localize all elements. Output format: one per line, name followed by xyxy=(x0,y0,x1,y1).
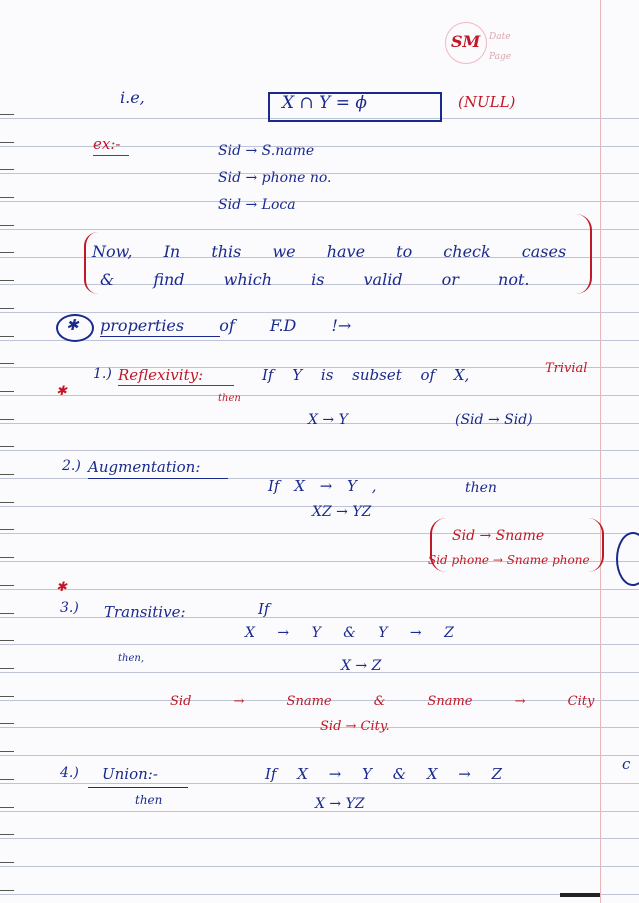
p2-example-1: Sid → Sname xyxy=(452,528,545,544)
p4-name: Union:- xyxy=(102,765,158,783)
now-bracket-left xyxy=(84,232,100,294)
p2-number: 2.) xyxy=(62,458,81,474)
ex-line-2: Sid → phone no. xyxy=(218,170,332,186)
ruled-line xyxy=(0,755,639,756)
star-mark: ✱ xyxy=(66,316,79,334)
edge-circle xyxy=(616,532,639,586)
margin-tick xyxy=(0,308,14,309)
margin-tick xyxy=(0,696,14,697)
logo-mark: SM xyxy=(451,32,481,51)
ie-text: i.e, xyxy=(120,88,145,107)
margin-tick xyxy=(0,668,14,669)
notebook-logo xyxy=(445,12,545,72)
margin-tick xyxy=(0,557,14,558)
p2-name: Augmentation: xyxy=(88,458,201,476)
ruled-line xyxy=(0,783,639,784)
p3-star: ✱ xyxy=(56,580,67,595)
ruled-line xyxy=(0,395,639,396)
properties-title: properties of F.D !→ xyxy=(100,316,352,335)
ruled-line xyxy=(0,866,639,867)
margin-tick xyxy=(0,751,14,752)
p3-example-1: Sid → Sname & Sname → City xyxy=(170,694,595,709)
ruled-line xyxy=(0,617,639,618)
p4-condition: If X → Y & X → Z xyxy=(265,765,503,783)
p3-rule: X → Z xyxy=(341,658,382,674)
margin-tick xyxy=(0,640,14,641)
p4-then: then xyxy=(135,793,163,807)
logo-page: Page xyxy=(489,52,512,62)
p1-condition: If Y is subset of X, xyxy=(262,366,470,384)
ex-underline xyxy=(93,155,129,156)
p2-name-underline xyxy=(88,478,228,479)
ruled-line xyxy=(0,450,639,451)
p2-condition: If X → Y , xyxy=(268,477,377,495)
p3-if: If xyxy=(258,600,270,618)
now-bracket-right xyxy=(576,214,592,294)
p4-number: 4.) xyxy=(60,765,79,781)
margin-tick xyxy=(0,862,14,863)
margin-tick xyxy=(0,280,14,281)
margin-tick xyxy=(0,336,14,337)
p3-example-2: Sid → City. xyxy=(320,719,390,734)
ruled-line xyxy=(0,672,639,673)
ex-label: ex:- xyxy=(93,135,121,153)
formula-text: X ∩ Y = ϕ xyxy=(282,93,368,113)
ex-line-3: Sid → Loca xyxy=(218,197,296,213)
now-line-1: Now, In this we have to check cases xyxy=(92,242,567,261)
margin-tick xyxy=(0,197,14,198)
ruled-line xyxy=(0,644,639,645)
margin-tick xyxy=(0,890,14,891)
p1-number: 1.) xyxy=(93,366,112,382)
null-text: (NULL) xyxy=(458,93,516,111)
p3-name: Transitive: xyxy=(104,603,186,621)
p2-then: then xyxy=(465,480,497,496)
margin-tick xyxy=(0,391,14,392)
p1-star: ✱ xyxy=(56,384,67,399)
edge-mark: c xyxy=(622,755,631,773)
p3-then: then, xyxy=(118,653,144,664)
bottom-smudge xyxy=(560,893,600,897)
ex-line-1: Sid → S.name xyxy=(218,143,315,159)
p1-name-underline xyxy=(118,385,234,386)
margin-tick xyxy=(0,142,14,143)
margin-tick xyxy=(0,446,14,447)
p4-rule: X → YZ xyxy=(315,796,365,812)
margin-tick xyxy=(0,225,14,226)
ruled-line xyxy=(0,229,639,230)
ruled-line xyxy=(0,894,639,895)
p1-trivial: Trivial xyxy=(545,361,588,376)
margin-tick xyxy=(0,474,14,475)
p1-rule: X → Y xyxy=(308,412,348,428)
ruled-line xyxy=(0,589,639,590)
margin-tick xyxy=(0,114,14,115)
margin-tick xyxy=(0,502,14,503)
margin-tick xyxy=(0,529,14,530)
p1-example: (Sid → Sid) xyxy=(455,412,533,428)
margin-tick xyxy=(0,807,14,808)
ruled-line xyxy=(0,312,639,313)
right-margin-line xyxy=(600,0,601,903)
ruled-line xyxy=(0,340,639,341)
margin-tick xyxy=(0,585,14,586)
ruled-line xyxy=(0,838,639,839)
p2-example-2: Sid phone → Sname phone xyxy=(428,553,590,567)
p4-name-underline xyxy=(88,787,188,788)
ruled-line xyxy=(0,201,639,202)
margin-tick xyxy=(0,252,14,253)
margin-tick xyxy=(0,723,14,724)
p2-rule: XZ → YZ xyxy=(312,504,372,520)
margin-tick xyxy=(0,779,14,780)
margin-tick xyxy=(0,834,14,835)
p3-number: 3.) xyxy=(60,600,79,616)
p3-condition: X → Y & Y → Z xyxy=(245,625,454,641)
p1-name: Reflexivity: xyxy=(118,366,204,384)
now-line-2: & find which is valid or not. xyxy=(100,270,530,289)
margin-tick xyxy=(0,363,14,364)
margin-tick xyxy=(0,419,14,420)
margin-tick xyxy=(0,169,14,170)
properties-underline xyxy=(100,336,220,337)
margin-tick xyxy=(0,613,14,614)
p1-then: then xyxy=(218,393,241,404)
logo-date: Date xyxy=(489,32,511,42)
